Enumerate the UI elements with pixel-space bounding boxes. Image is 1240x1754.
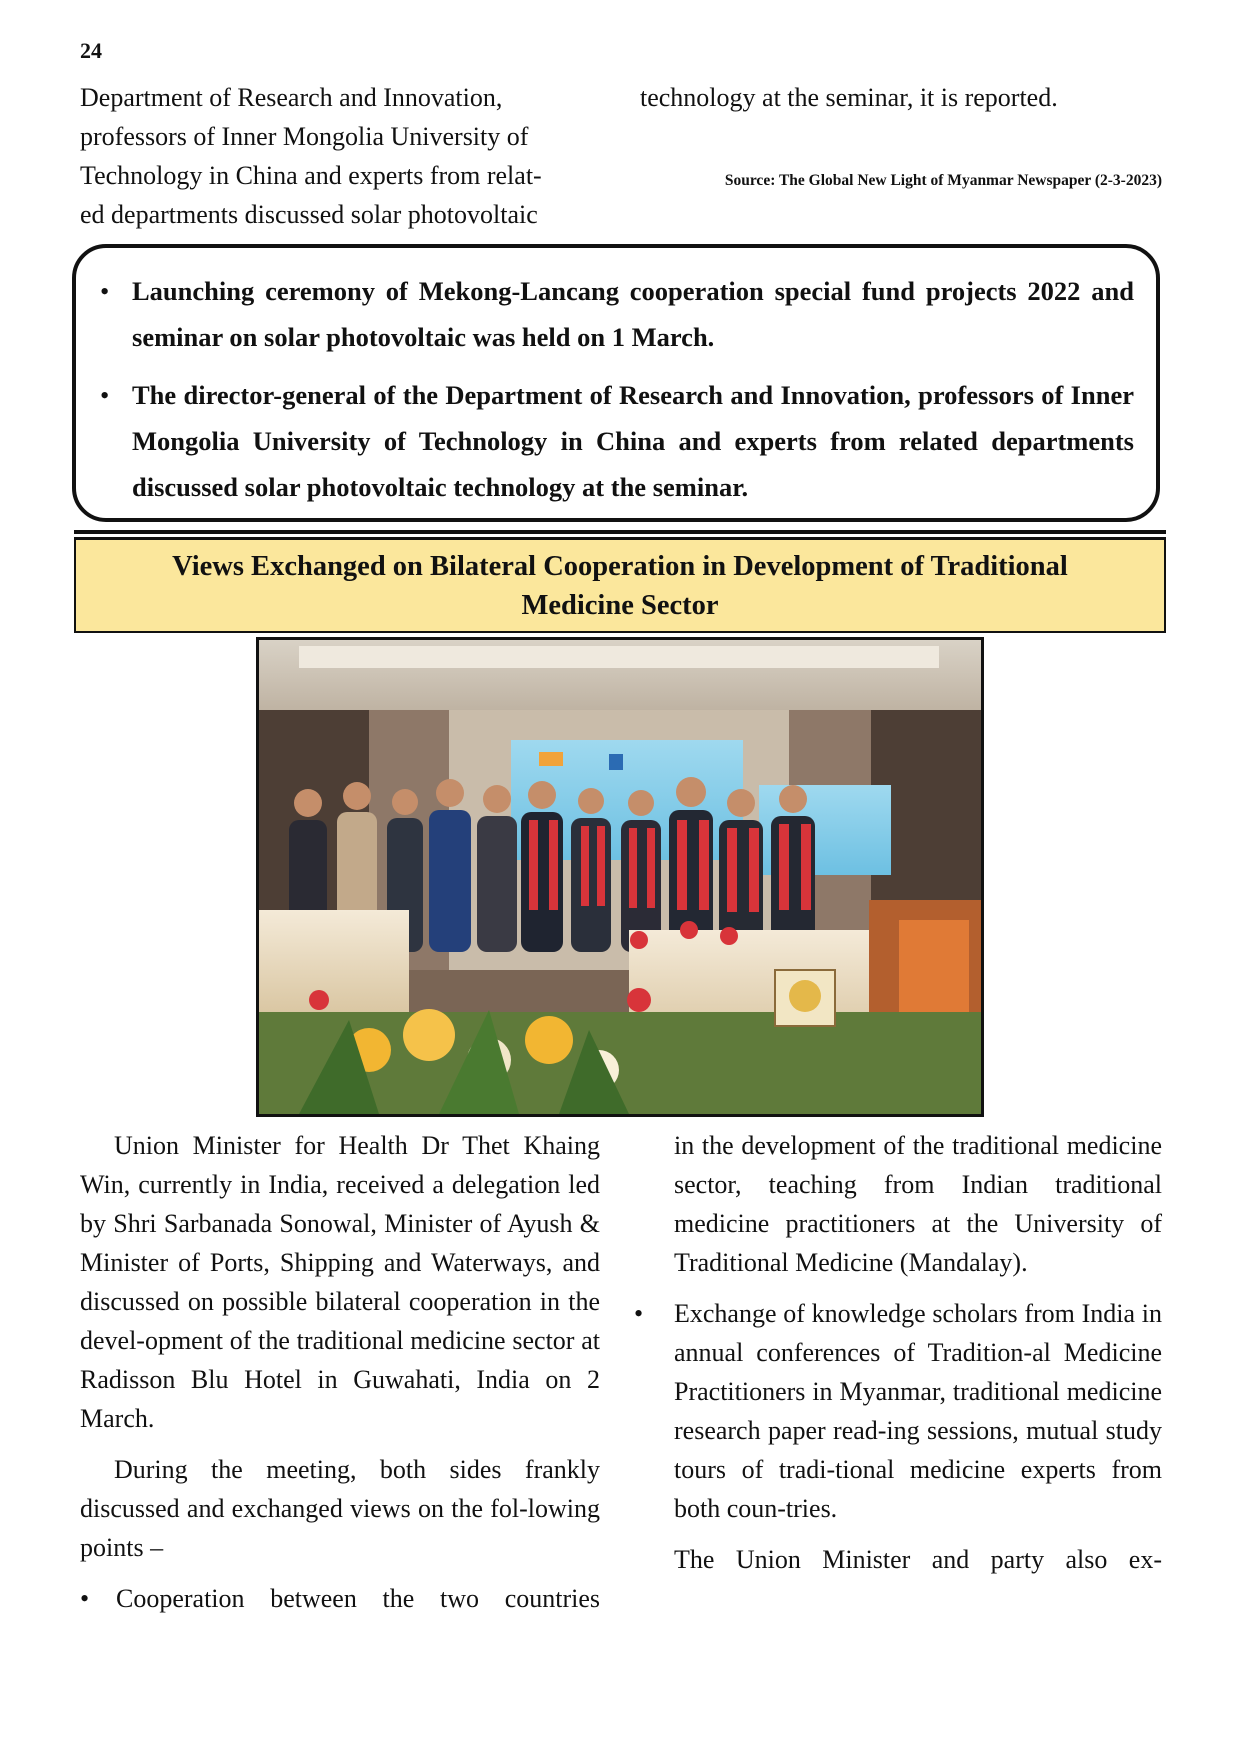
- bullet-text-continued: in the development of the traditional medicine sector, teaching from Indian traditional medicine practitioners at the University of Traditional Medicine (Mandalay).: [674, 1131, 1162, 1277]
- article-right-column: [634, 1126, 1162, 1579]
- news-source: Source: The Global New Light of Myanmar Newspaper (2-3-2023): [724, 172, 1162, 189]
- article-headline: [74, 538, 1166, 633]
- bullet-text: Exchange of knowledge scholars from India in annual conferences of Tradition-al Medicine Practitioners in Myanmar, traditional medicine research paper read-ing sessions, mutual study tours of tradi-tional medicine experts from both coun-tries.: [674, 1299, 1162, 1523]
- article-left-column: [80, 1126, 600, 1618]
- highlight-box: [72, 244, 1160, 522]
- highlight-item: [98, 372, 1134, 510]
- top-article-last-line: technology at the seminar, it is reported.: [640, 83, 1058, 112]
- meeting-photo: [256, 637, 984, 1117]
- top-article-line: Technology in China and experts from relat-: [80, 161, 542, 190]
- bullet-icon: •: [80, 1584, 90, 1613]
- top-article-right-column: [640, 78, 1162, 117]
- article-bullet-item: [634, 1294, 1162, 1528]
- bullet-icon: •: [100, 276, 110, 306]
- article-headline-text: Views Exchanged on Bilateral Cooperation in Development of Traditional Medicine Sector: [172, 550, 1068, 621]
- page-number: 24: [80, 38, 102, 63]
- article-paragraph: The Union Minister and party also ex-: [674, 1545, 1162, 1574]
- top-article-line: ed departments discussed solar photovoltaic: [80, 200, 538, 229]
- top-article-line: Department of Research and Innovation,: [80, 83, 503, 112]
- bullet-icon: •: [634, 1299, 644, 1328]
- top-article-line: professors of Inner Mongolia University of: [80, 122, 529, 151]
- section-divider: [74, 530, 1166, 534]
- bullet-icon: •: [100, 380, 110, 410]
- article-bullet-item: [80, 1579, 600, 1618]
- article-paragraph: Union Minister for Health Dr Thet Khaing Win, currently in India, received a delegation led by Shri Sarbanada Sonowal, Minister of Ayush & Minister of Ports, Shipping and Waterways, and discussed on possible bilateral cooperation in the devel-opment of the traditional medicine sector at Radisson Blu Hotel in Guwahati, India on 2 March.: [80, 1131, 600, 1433]
- meeting-photo-illustration: [259, 640, 981, 1114]
- top-article-left-column: [80, 78, 600, 234]
- highlight-text: The director-general of the Department of Research and Innovation, professors of Inner Mongolia University of Technology in China and experts from related departments discussed solar photovoltaic technology at the seminar.: [132, 380, 1134, 502]
- article-paragraph: During the meeting, both sides frankly discussed and exchanged views on the fol-lowing points –: [80, 1455, 600, 1562]
- bullet-text-start: Cooperation between the two countries: [116, 1584, 600, 1613]
- highlight-text: Launching ceremony of Mekong-Lancang cooperation special fund projects 2022 and seminar on solar photovoltaic was held on 1 March.: [132, 276, 1134, 352]
- highlight-item: [98, 268, 1134, 360]
